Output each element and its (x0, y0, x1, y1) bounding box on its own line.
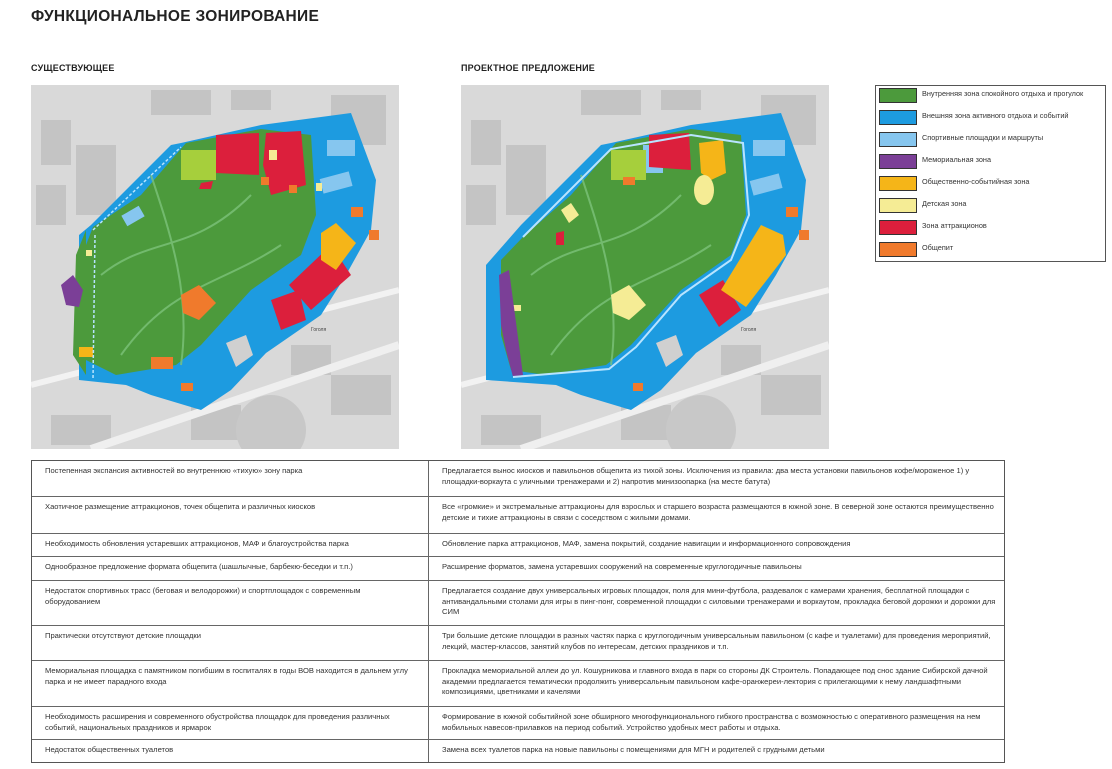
table-row (32, 661, 1004, 707)
solution-cell: Три большие детские площадки в разных частях парка с круглогодичным универсальным павильоном (с кафе и туалетами) для проведения мероприятий, лекций, мастер-классов, занятий клубов по интересам, детских праздников и т.п. (442, 631, 991, 651)
problem-cell: Недостаток общественных туалетов (45, 745, 174, 754)
legend-label: Внутренняя зона спокойного отдыха и прогулок (922, 89, 1084, 98)
legend-item (876, 86, 1105, 108)
table-row (32, 534, 1004, 557)
table-row (32, 626, 1004, 661)
solution-cell: Обновление парка аттракционов, МАФ, замена покрытий, создание навигации и информационного сопровождения (442, 539, 851, 548)
legend-label: Общепит (922, 243, 954, 252)
legend-swatch (879, 220, 917, 235)
legend-swatch (879, 242, 917, 257)
legend-item (876, 108, 1105, 130)
problem-cell: Практически отсутствуют детские площадки (45, 631, 201, 640)
table-row (32, 497, 1004, 534)
existing-label: СУЩЕСТВУЮЩЕЕ (31, 63, 115, 73)
legend-swatch (879, 110, 917, 125)
legend-item (876, 196, 1105, 218)
legend-label: Мемориальная зона (922, 155, 992, 164)
table-row (32, 461, 1004, 497)
street-label-proposal: Гоголя (741, 327, 757, 333)
legend-swatch (879, 198, 917, 213)
legend-item (876, 130, 1105, 152)
legend-label: Внешняя зона активного отдыха и событий (922, 111, 1069, 120)
problem-cell: Необходимость расширения и современного обустройства площадок для проведения различных событий, национальных праздников и ярмарок (45, 712, 390, 732)
problem-cell: Однообразное предложение формата общепита (шашлычные, барбекю-беседки и т.п.) (45, 562, 353, 571)
zoning-legend (875, 85, 1106, 262)
solution-cell: Замена всех туалетов парка на новые павильоны с помещениями для МГН и родителей с грудными детьми (442, 745, 825, 754)
problem-cell: Постепенная экспансия активностей во внутреннюю «тихую» зону парка (45, 466, 303, 475)
legend-label: Спортивные площадки и маршруты (922, 133, 1044, 142)
proposal-label: ПРОЕКТНОЕ ПРЕДЛОЖЕНИЕ (461, 63, 595, 73)
legend-label: Детская зона (922, 199, 967, 208)
solution-cell: Предлагается создание двух универсальных игровых площадок, поля для мини-футбола, раздевалок с камерами хранения, бесплатной площадки с антивандальными столами для игры в пинг-понг, современной площадки с силовыми тренажерами и воркаутом, прокладка беговой дорожки и дорожки для СИМ (442, 586, 996, 616)
problem-cell: Хаотичное размещение аттракционов, точек общепита и различных киосков (45, 502, 316, 511)
legend-swatch (879, 88, 917, 103)
solution-cell: Формирование в южной событийной зоне обширного многофункционального гибкого пространства с возможностью с оперативного размещения на нем мобильных навесов-прилавков на период событий. Устройство удобных мест работы и отдыха. (442, 712, 981, 732)
legend-item (876, 174, 1105, 196)
legend-swatch (879, 154, 917, 169)
proposal-zoning-map (461, 85, 829, 449)
problem-cell: Необходимость обновления устаревших аттракционов, МАФ и благоустройства парка (45, 539, 349, 548)
solution-cell: Все «громкие» и экстремальные аттракционы для взрослых и старшего возраста размещаются в южной зоне. В северной зоне остаются преимущественно детские и тихие аттракционы в связи с соседством с жилыми домами. (442, 502, 994, 522)
page-title: ФУНКЦИОНАЛЬНОЕ ЗОНИРОВАНИЕ (31, 8, 320, 25)
legend-label: Зона аттракционов (922, 221, 987, 230)
existing-zoning-map (31, 85, 399, 449)
table-row (32, 740, 1004, 762)
problem-cell: Недостаток спортивных трасс (беговая и велодорожки) и спортплощадок с современным оборудованием (45, 586, 361, 606)
table-row (32, 707, 1004, 740)
street-label-existing: Гоголя (311, 327, 327, 333)
problem-cell: Мемориальная площадка с памятником погибшим в госпиталях в годы ВОВ находится в дальнем углу парка и не имеет парадного входа (45, 666, 408, 686)
legend-swatch (879, 132, 917, 147)
table-row (32, 557, 1004, 581)
solution-cell: Предлагается вынос киосков и павильонов общепита из тихой зоны. Исключения из правила: два места установки павильонов кофе/мороженое 1) у площадки-воркаута с уличными тренажерами и 2) напротив минизоопарка (на месте батута) (442, 466, 970, 486)
solution-cell: Прокладка мемориальной аллеи до ул. Кошурникова и главного входа в парк со стороны ДК Строитель. Попадающее под снос здание Сибирской дачной академии предлагается тематически продолжить универсальным павильоном кафе-оранжереи-лектория с прилегающими к нему ландшафтными композициями, цветниками и качелями (442, 666, 988, 696)
legend-swatch (879, 176, 917, 191)
solution-cell: Расширение форматов, замена устаревших сооружений на современные круглогодичные павильоны (442, 562, 802, 571)
table-row (32, 581, 1004, 626)
legend-item (876, 218, 1105, 240)
legend-label: Общественно-событийная зона (922, 177, 1030, 186)
legend-item (876, 152, 1105, 174)
legend-item (876, 240, 1105, 262)
comparison-table (31, 460, 1005, 763)
